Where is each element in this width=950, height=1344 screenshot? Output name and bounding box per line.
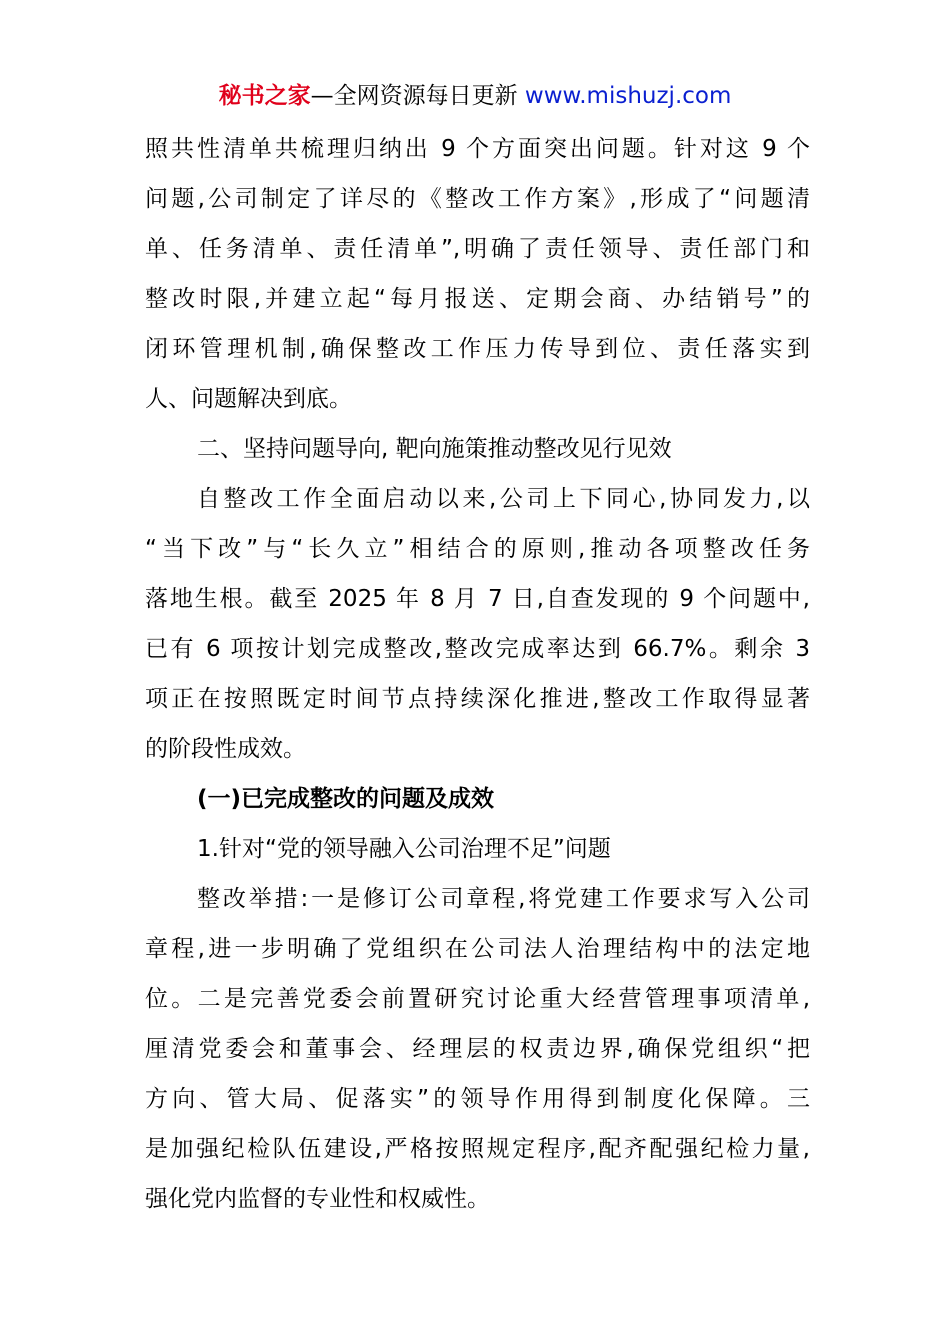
section-heading-line: (一)已完成整改的问题及成效 (197, 786, 495, 812)
text-line: 整改时限,并建立起“每月报送、定期会商、办结销号”的 (145, 286, 810, 312)
text-line: 章程,进一步明确了党组织在公司法人治理结构中的法定地 (145, 936, 810, 962)
text-line: 方向、管大局、促落实”的领导作用得到制度化保障。三 (145, 1086, 810, 1112)
text-line: “当下改”与“长久立”相结合的原则,推动各项整改任务 (145, 536, 810, 562)
text-line: 问题,公司制定了详尽的《整改工作方案》,形成了“问题清 (145, 186, 810, 212)
text-line: 位。二是完善党委会前置研究讨论重大经营管理事项清单, (145, 986, 810, 1012)
text-line: 的阶段性成效。 (145, 736, 306, 762)
text-line: 是加强纪检队伍建设,严格按照规定程序,配齐配强纪检力量, (145, 1136, 810, 1162)
site-header (0, 80, 950, 112)
text-line: 自整改工作全面启动以来,公司上下同心,协同发力,以 (197, 486, 810, 512)
text-line: 项正在按照既定时间节点持续深化推进,整改工作取得显著 (145, 686, 810, 712)
brand-name: 秘书之家 (218, 83, 311, 109)
text-line: 照共性清单共梳理归纳出 9 个方面突出问题。针对这 9 个 (145, 136, 810, 162)
text-line: 人、问题解决到底。 (145, 386, 352, 412)
text-line: 厘清党委会和董事会、经理层的权责边界,确保党组织“把 (145, 1036, 810, 1062)
site-url-link[interactable]: www.mishuzj.com (524, 83, 732, 109)
text-line: 强化党内监督的专业性和权威性。 (145, 1186, 490, 1212)
text-line: 已有 6 项按计划完成整改,整改完成率达到 66.7%。剩余 3 (145, 636, 810, 662)
text-line: 整改举措:一是修订公司章程,将党建工作要求写入公司 (197, 886, 810, 912)
document-body (145, 124, 810, 1224)
text-line: 单、任务清单、责任清单”,明确了责任领导、责任部门和 (145, 236, 810, 262)
text-line: 二、坚持问题导向, 靶向施策推动整改见行见效 (197, 436, 672, 462)
text-line: 落地生根。截至 2025 年 8 月 7 日,自查发现的 9 个问题中, (145, 586, 810, 612)
site-slogan: —全网资源每日更新 (310, 83, 518, 109)
text-line: 1.针对“党的领导融入公司治理不足”问题 (197, 836, 611, 862)
text-line: 闭环管理机制,确保整改工作压力传导到位、责任落实到 (145, 336, 810, 362)
